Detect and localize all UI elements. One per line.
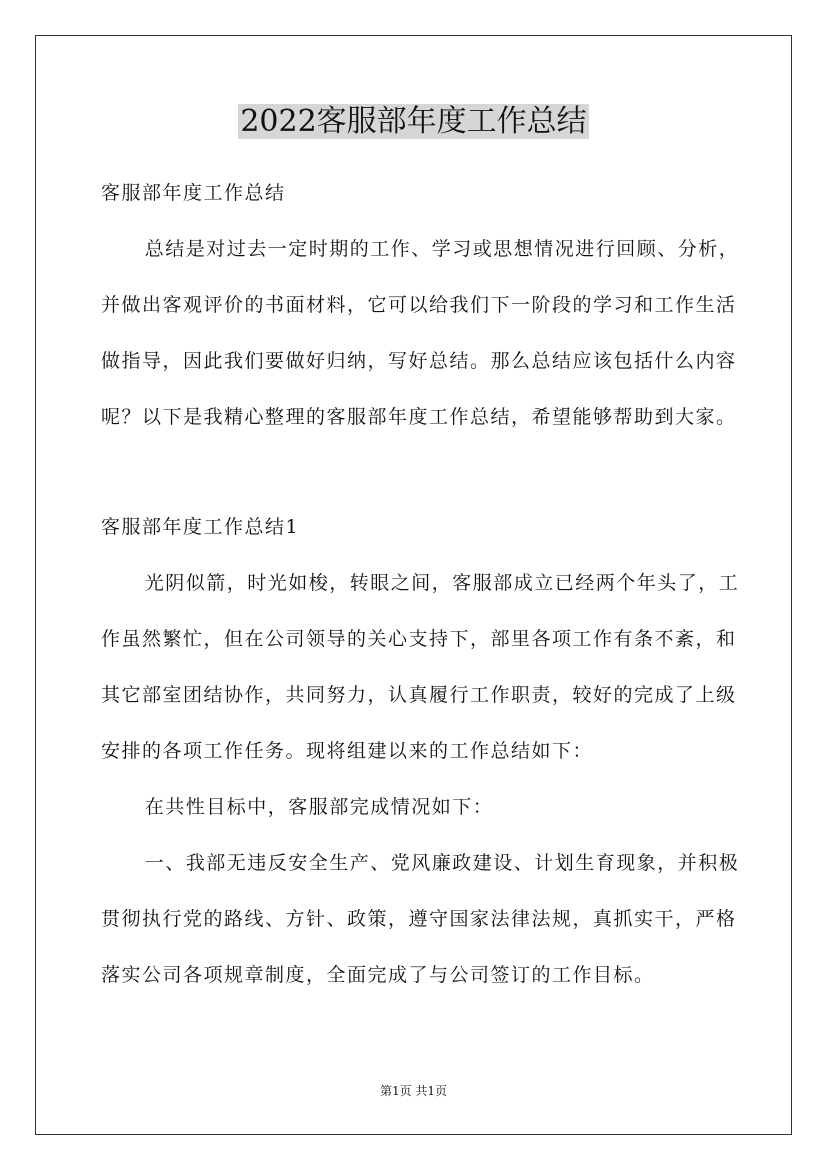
- section-1-heading: 客服部年度工作总结1: [101, 516, 300, 538]
- intro-paragraph: 总结是对过去一定时期的工作、学习或思想情况进行回顾、分析，并做出客观评价的书面材料，它可以给我们下一阶段的学习和工作生活做指导，因此我们要做好归纳，写好总结。那么总结应该包括什么内容呢？以下是我精心整理的客服部年度工作总结，希望能够帮助到大家。: [101, 238, 740, 428]
- page-footer: [0, 1083, 827, 1099]
- body-paragraph-2: 在共性目标中，客服部完成情况如下：: [144, 796, 494, 818]
- document-body: [101, 165, 751, 1003]
- intro-heading: 客服部年度工作总结: [101, 182, 286, 204]
- document-title-text: 2022客服部年度工作总结: [240, 104, 587, 139]
- body-paragraph-1: 光阴似箭，时光如梭，转眼之间，客服部成立已经两个年头了，工作虽然繁忙，但在公司领导的关心支持下，部里各项工作有条不紊，和其它部室团结协作，共同努力，认真履行工作职责，较好的完成了上级安排的各项工作任务。现将组建以来的工作总结如下：: [101, 572, 740, 762]
- body-paragraph-3: 一、我部无违反安全生产、党风廉政建设、计划生育现象，并积极贯彻执行党的路线、方针、政策，遵守国家法律法规，真抓实干，严格落实公司各项规章制度，全面完成了与公司签订的工作目标。: [101, 852, 740, 986]
- document-title: [0, 102, 827, 142]
- section-spacer: [101, 445, 751, 499]
- page-number: 第1页 共1页: [379, 1084, 448, 1098]
